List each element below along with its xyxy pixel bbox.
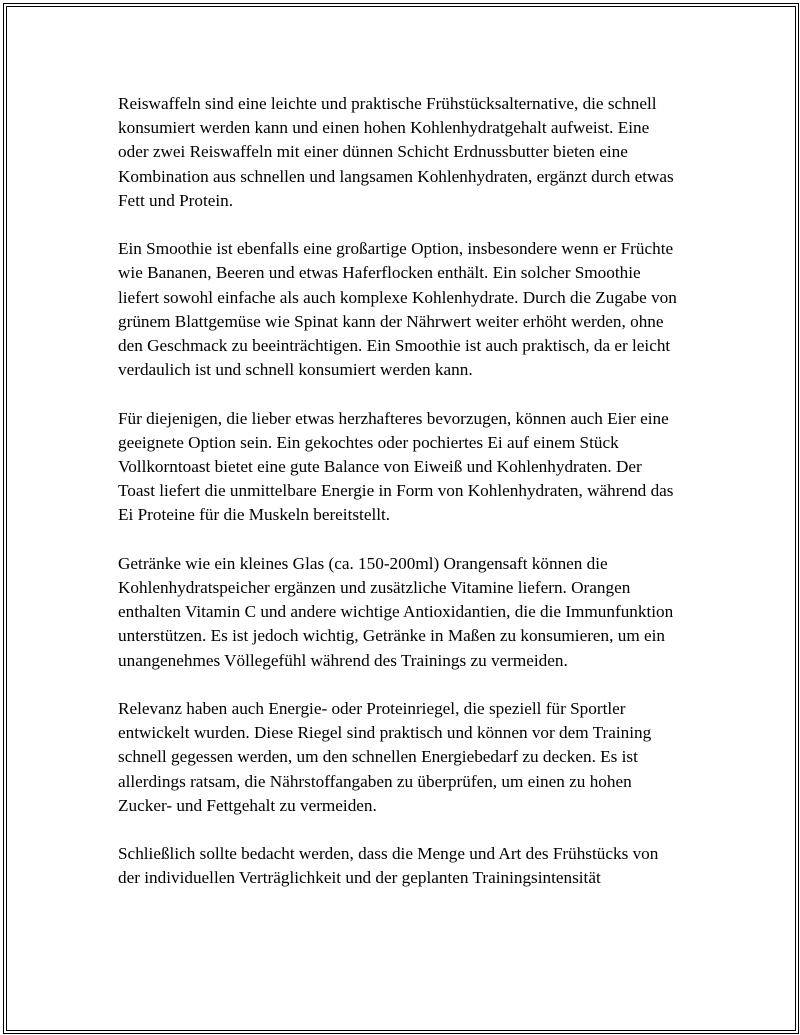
- paragraph-smoothie: Ein Smoothie ist ebenfalls eine großartige Option, insbesondere wenn er Früchte wie Bananen, Beeren und etwas Haferflocken enthält. Ein solcher Smoothie liefert sowohl einfache als auch komplexe Kohlenhydrate. Durch die Zugabe von grünem Blattgemüse wie Spinat kann der Nährwert weiter erhöht werden, ohne den Geschmack zu beeinträchtigen. Ein Smoothie ist auch praktisch, da er leicht verdaulich ist und schnell konsumiert werden kann.: [118, 239, 677, 380]
- paragraph-energy-bars: Relevanz haben auch Energie- oder Proteinriegel, die speziell für Sportler entwickelt wurden. Diese Riegel sind praktisch und können vor dem Training schnell gegessen werden, um den schnellen Energiebedarf zu decken. Es ist allerdings ratsam, die Nährstoffangaben zu überprüfen, um einen zu hohen Zucker- und Fettgehalt zu vermeiden.: [118, 699, 652, 815]
- paragraph-rice-cakes: Reiswaffeln sind eine leichte und praktische Frühstücksalternative, die schnell konsumiert werden kann und einen hohen Kohlenhydratgehalt aufweist. Eine oder zwei Reiswaffeln mit einer dünnen Schicht Erdnussbutter bieten eine Kombination aus schnellen und langsamen Kohlenhydraten, ergänzt durch etwas Fett und Protein.: [118, 94, 674, 210]
- document-body: [118, 92, 678, 915]
- paragraph-conclusion: Schließlich sollte bedacht werden, dass die Menge und Art des Frühstücks von der individuellen Verträglichkeit und der geplanten Trainingsintensität: [118, 844, 659, 888]
- paragraph-eggs: Für diejenigen, die lieber etwas herzhafteres bevorzugen, können auch Eier eine geeignete Option sein. Ein gekochtes oder pochiertes Ei auf einem Stück Vollkorntoast bietet eine gute Balance von Eiweiß und Kohlenhydraten. Der Toast liefert die unmittelbare Energie in Form von Kohlenhydraten, während das Ei Proteine für die Muskeln bereitstellt.: [118, 408, 674, 525]
- paragraph-orange-juice: Getränke wie ein kleines Glas (ca. 150-200ml) Orangensaft können die Kohlenhydratspeicher ergänzen und zusätzliche Vitamine liefern. Orangen enthalten Vitamin C und andere wichtige Antioxidantien, die die Immunfunktion unterstützen. Es ist jedoch wichtig, Getränke in Maßen zu konsumieren, um ein unangenehmes Völlegefühl während des Trainings zu vermeiden.: [118, 553, 674, 670]
